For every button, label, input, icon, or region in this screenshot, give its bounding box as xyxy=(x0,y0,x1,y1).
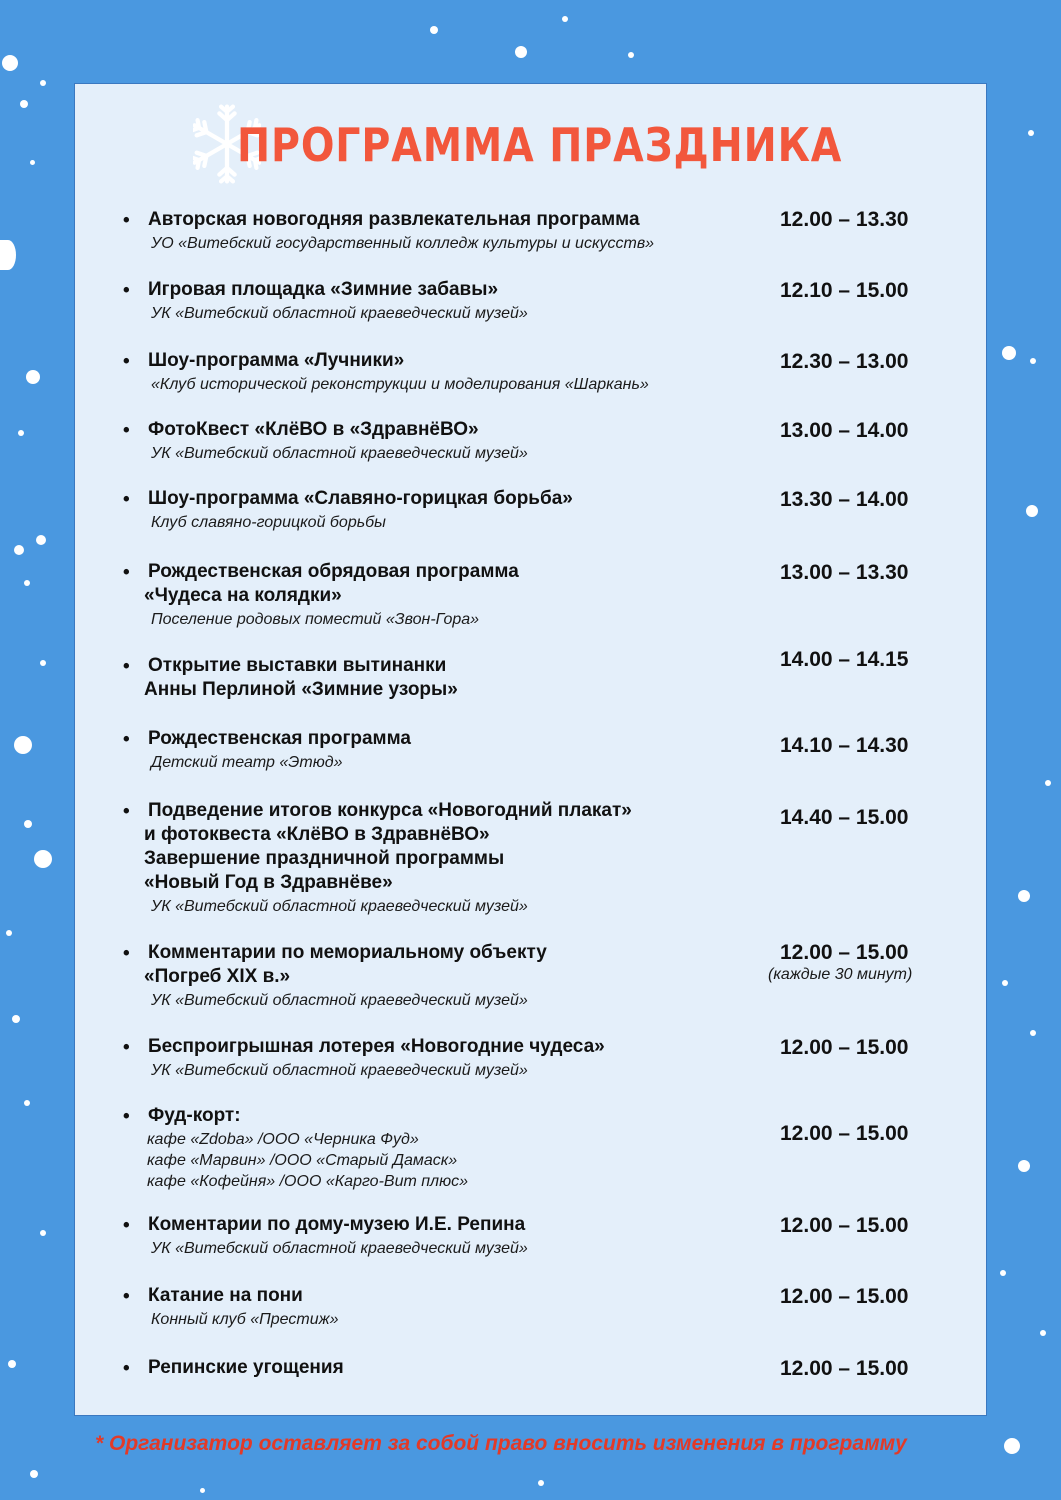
organizer-name: Поселение родовых поместий «Звон-Гора» xyxy=(151,611,480,628)
event-time: 14.10 – 14.30 xyxy=(780,734,909,757)
organizer-name: УК «Витебский областной краеведческий музей» xyxy=(151,1240,528,1257)
event-title: Беспроигрышная лотерея «Новогодние чудеса» xyxy=(148,1036,605,1057)
bullet-icon: • xyxy=(123,280,130,301)
bullet-icon: • xyxy=(123,489,130,510)
event-title: Открытие выставки вытинанки xyxy=(148,655,447,676)
event-title: «Чудеса на колядки» xyxy=(144,585,342,606)
event-time: 12.00 – 15.00 xyxy=(780,941,909,964)
event-time: 14.00 – 14.15 xyxy=(780,648,909,671)
bullet-icon: • xyxy=(123,1286,130,1307)
organizer-name: Конный клуб «Престиж» xyxy=(151,1311,339,1328)
event-time: 12.30 – 13.00 xyxy=(780,350,909,373)
event-title: Шоу-программа «Лучники» xyxy=(148,350,405,371)
event-title: Комментарии по мемориальному объекту xyxy=(148,942,547,963)
organizer-name: УК «Витебский областной краеведческий музей» xyxy=(151,1062,528,1079)
disclaimer-note: * Организатор оставляет за собой право вносить изменения в программу xyxy=(95,1432,907,1455)
bullet-icon: • xyxy=(123,1358,130,1379)
event-title: «Погреб XIX в.» xyxy=(144,966,291,987)
bullet-icon: • xyxy=(123,1106,130,1127)
event-title: Рождественская программа xyxy=(148,728,411,749)
bullet-icon: • xyxy=(123,351,130,372)
bullet-icon: • xyxy=(123,656,130,677)
organizer-name: УК «Витебский областной краеведческий музей» xyxy=(151,445,528,462)
vendor-name: кафе «Zdoba» /ООО «Черника Фуд» xyxy=(147,1131,419,1148)
event-title: ФотоКвест «КлёВО в «ЗдравнёВО» xyxy=(148,419,479,440)
event-time: 14.40 – 15.00 xyxy=(780,806,909,829)
program-panel xyxy=(74,83,987,1416)
organizer-name: Детский театр «Этюд» xyxy=(151,754,343,771)
event-time: 12.00 – 15.00 xyxy=(780,1122,909,1145)
bullet-icon: • xyxy=(123,801,130,822)
bullet-icon: • xyxy=(123,1215,130,1236)
event-time: 12.00 – 13.30 xyxy=(780,208,909,231)
event-title: Анны Перлиной «Зимние узоры» xyxy=(144,679,458,700)
event-title: и фотоквеста «КлёВО в ЗдравнёВО» xyxy=(144,824,490,845)
vendor-name: кафе «Кофейня» /ООО «Карго-Вит плюс» xyxy=(147,1173,468,1190)
event-time: 12.00 – 15.00 xyxy=(780,1285,909,1308)
event-title: Репинские угощения xyxy=(148,1357,344,1378)
organizer-name: УК «Витебский областной краеведческий музей» xyxy=(151,992,528,1009)
organizer-name: Клуб славяно-горицкой борьбы xyxy=(151,514,386,531)
event-time: 12.00 – 15.00 xyxy=(780,1214,909,1237)
event-title: «Новый Год в Здравнёве» xyxy=(144,872,393,893)
event-title: Завершение праздничной программы xyxy=(144,848,505,869)
event-title: Коментарии по дому-музею И.Е. Репина xyxy=(148,1214,526,1235)
event-title: Шоу-программа «Славяно-горицкая борьба» xyxy=(148,488,573,509)
bullet-icon: • xyxy=(123,562,130,583)
event-time: 13.30 – 14.00 xyxy=(780,488,909,511)
event-time: 12.10 – 15.00 xyxy=(780,279,909,302)
event-time: 13.00 – 14.00 xyxy=(780,419,909,442)
event-title: Подведение итогов конкурса «Новогодний плакат» xyxy=(148,800,632,821)
bullet-icon: • xyxy=(123,210,130,231)
bullet-icon: • xyxy=(123,1037,130,1058)
event-time: 13.00 – 13.30 xyxy=(780,561,909,584)
event-time: 12.00 – 15.00 xyxy=(780,1357,909,1380)
title-block xyxy=(75,84,986,194)
event-title: Авторская новогодняя развлекательная программа xyxy=(148,209,640,230)
organizer-name: УК «Витебский областной краеведческий музей» xyxy=(151,305,528,322)
event-title: Рождественская обрядовая программа xyxy=(148,561,519,582)
time-note: (каждые 30 минут) xyxy=(768,966,913,983)
organizer-name: УО «Витебский государственный колледж культуры и искусств» xyxy=(151,235,655,252)
event-title: Игровая площадка «Зимние забавы» xyxy=(148,279,499,300)
event-title: Фуд-корт: xyxy=(148,1105,241,1126)
event-title: Катание на пони xyxy=(148,1285,303,1306)
organizer-name: УК «Витебский областной краеведческий музей» xyxy=(151,898,528,915)
bullet-icon: • xyxy=(123,420,130,441)
bullet-icon: • xyxy=(123,729,130,750)
organizer-name: «Клуб исторической реконструкции и моделирования «Шаркань» xyxy=(151,376,649,393)
event-time: 12.00 – 15.00 xyxy=(780,1036,909,1059)
vendor-name: кафе «Марвин» /ООО «Старый Дамаск» xyxy=(147,1152,458,1169)
page-title: ПРОГРАММА ПРАЗДНИКА xyxy=(237,118,843,172)
bullet-icon: • xyxy=(123,943,130,964)
